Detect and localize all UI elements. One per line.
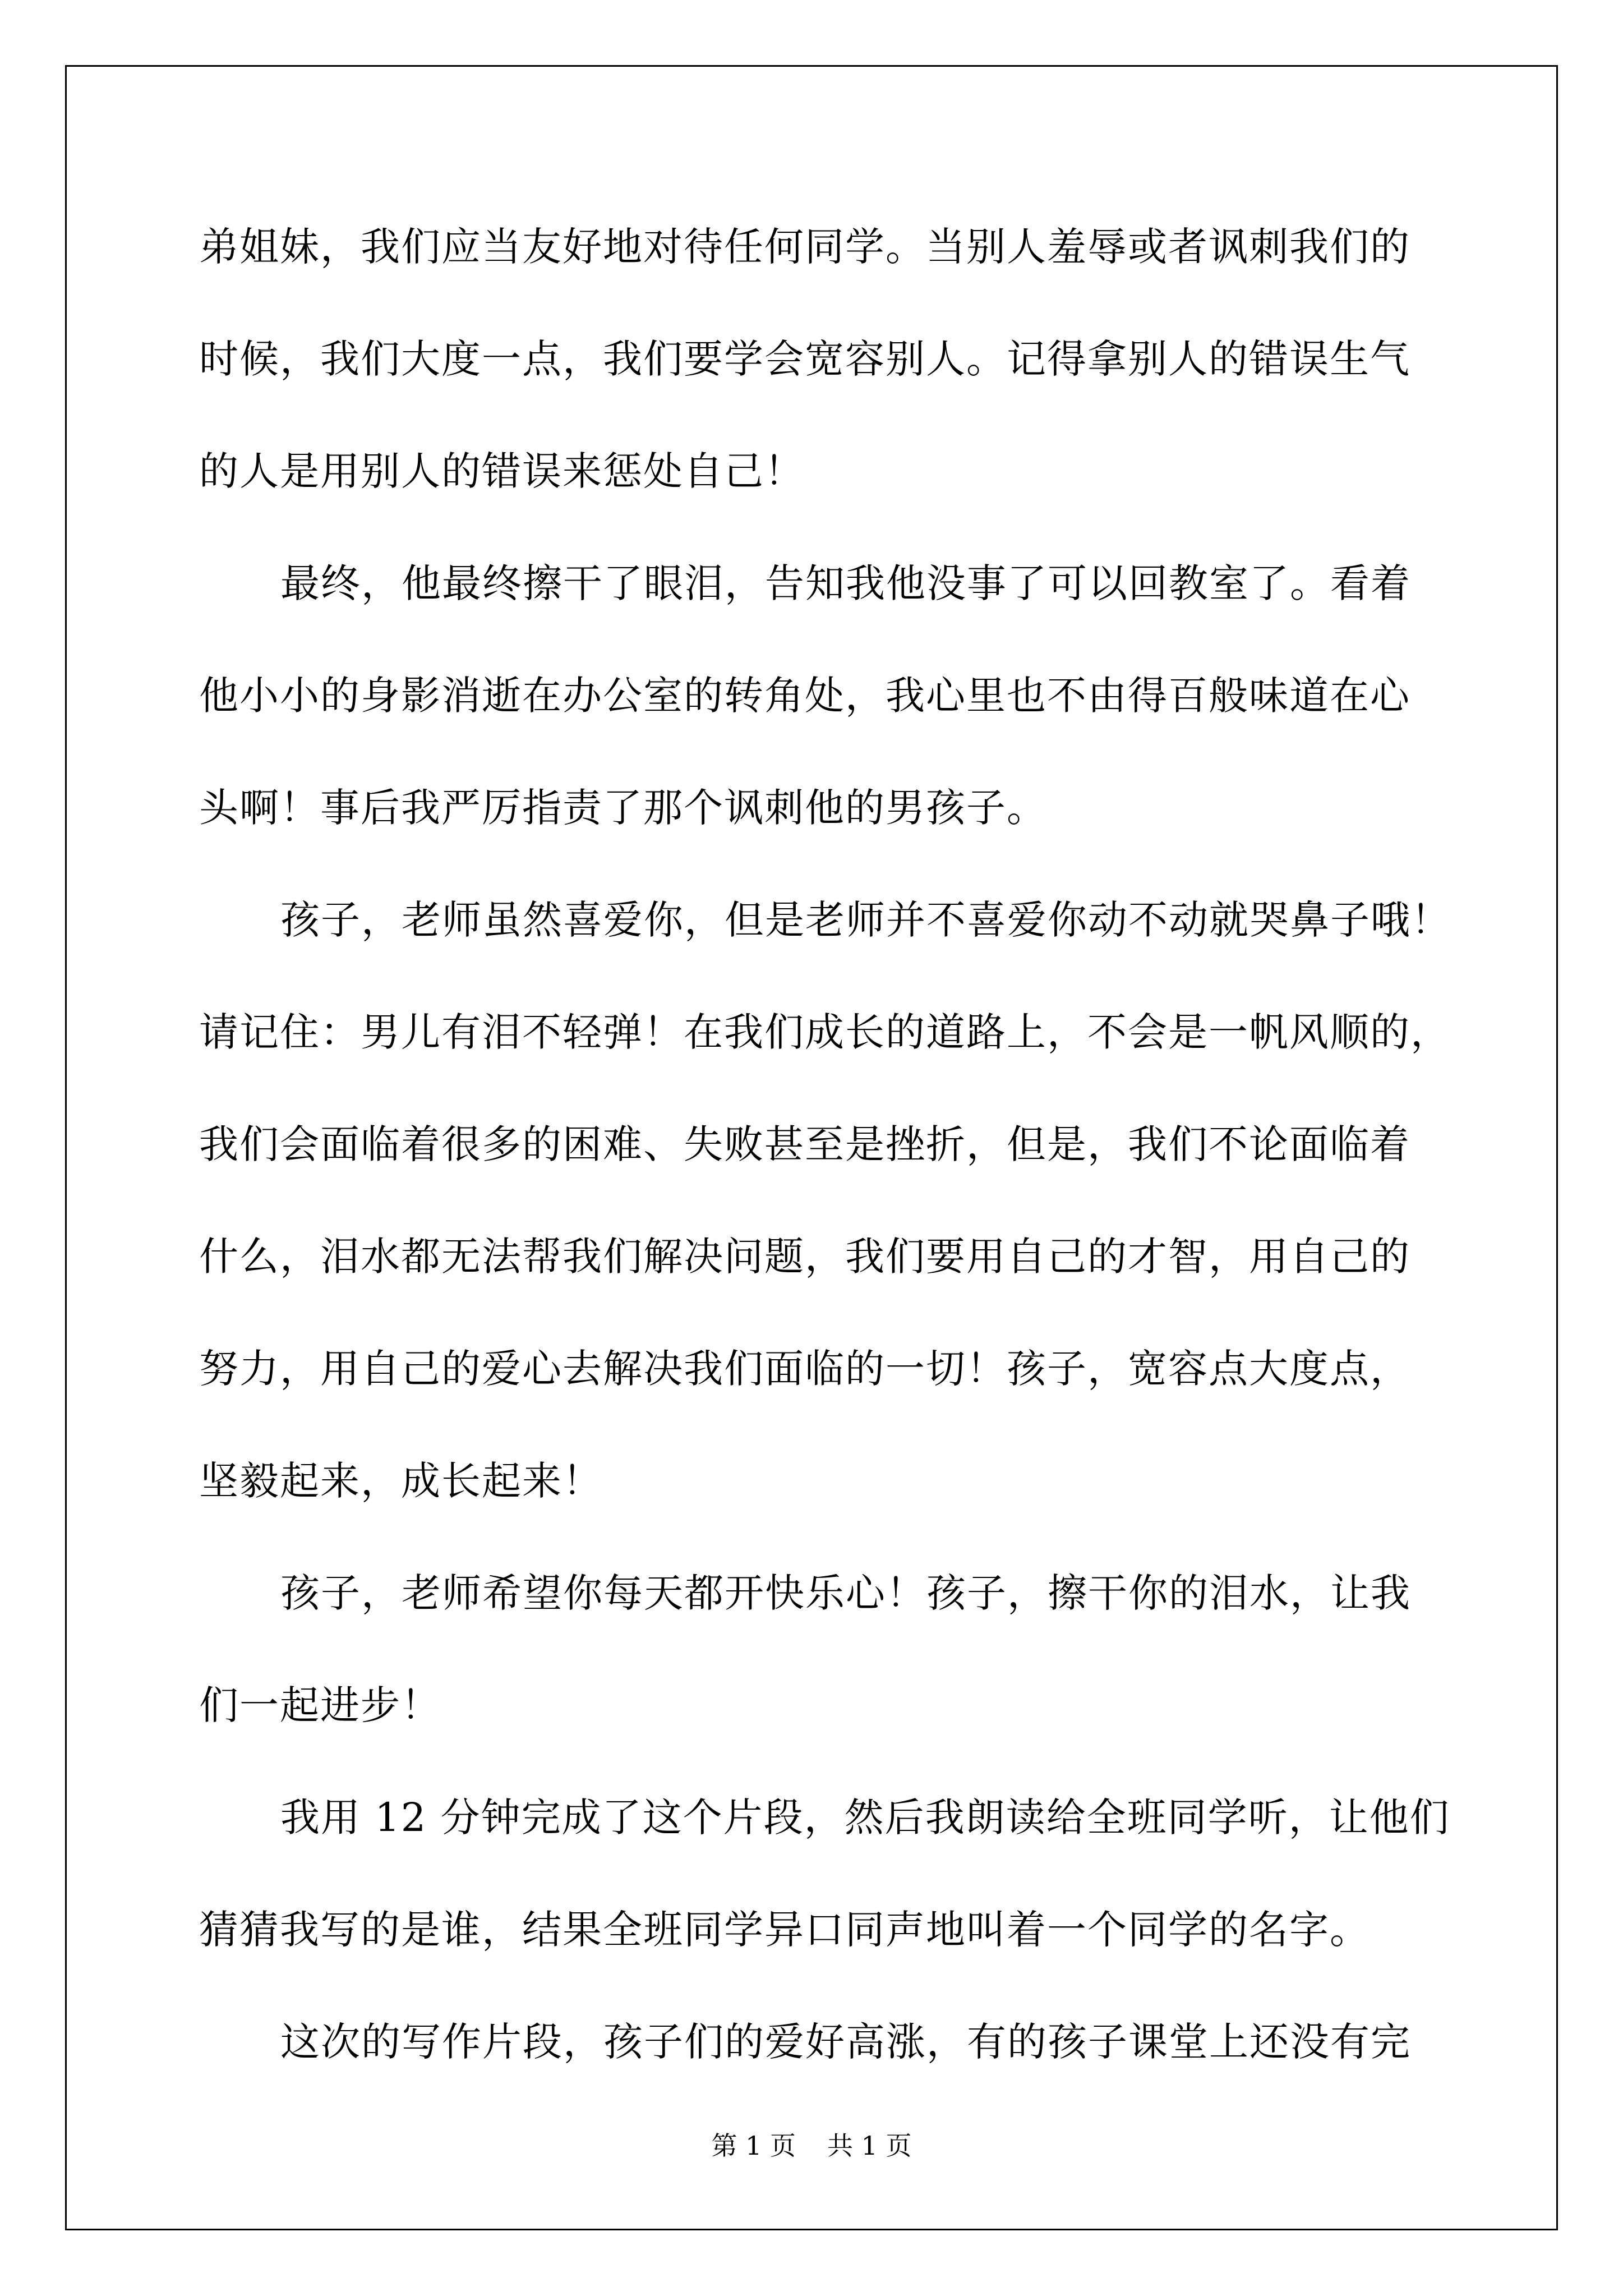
text-line: 时候，我们大度一点，我们要学会宽容别人。记得拿别人的错误生气 (199, 336, 1410, 382)
text-line: 猜猜我写的是谁，结果全班同学异口同声地叫着一个同学的名字。 (199, 1907, 1370, 1953)
text-line: 弟姐妹，我们应当友好地对待任何同学。当别人羞辱或者讽刺我们的 (199, 224, 1410, 270)
text-line: 请记住：男儿有泪不轻弹！在我们成长的道路上，不会是一帆风顺的， (199, 1009, 1451, 1055)
text-line: 努力，用自己的爱心去解决我们面临的一切！孩子，宽容点大度点， (199, 1346, 1410, 1392)
text-line: 我用 12 分钟完成了这个片段，然后我朗读给全班同学听，让他们 (280, 1795, 1450, 1841)
text-line: 这次的写作片段，孩子们的爱好高涨，有的孩子课堂上还没有完 (280, 2019, 1411, 2065)
text-line: 最终，他最终擦干了眼泪，告知我他没事了可以回教室了。看着 (280, 560, 1411, 606)
page-total: 共 1 页 (827, 2131, 912, 2161)
text-line: 们一起进步！ (199, 1682, 441, 1728)
text-line: 他小小的身影消逝在办公室的转角处，我心里也不由得百般味道在心 (199, 673, 1410, 719)
page-number: 第 1 页 (711, 2131, 796, 2161)
text-line: 孩子，老师虽然喜爱你，但是老师并不喜爱你动不动就哭鼻子哦！ (280, 897, 1451, 943)
text-line: 什么，泪水都无法帮我们解决问题，我们要用自己的才智，用自己的 (199, 1234, 1410, 1280)
text-line: 的人是用别人的错误来惩处自己！ (199, 448, 805, 494)
text-line: 头啊！事后我严厉指责了那个讽刺他的男孩子。 (199, 785, 1047, 831)
text-line: 坚毅起来，成长起来！ (199, 1458, 603, 1504)
text-line: 孩子，老师希望你每天都开快乐心！孩子，擦干你的泪水，让我 (280, 1570, 1411, 1616)
page-footer (0, 2129, 1623, 2162)
text-line: 我们会面临着很多的困难、失败甚至是挫折，但是，我们不论面临着 (199, 1121, 1410, 1167)
